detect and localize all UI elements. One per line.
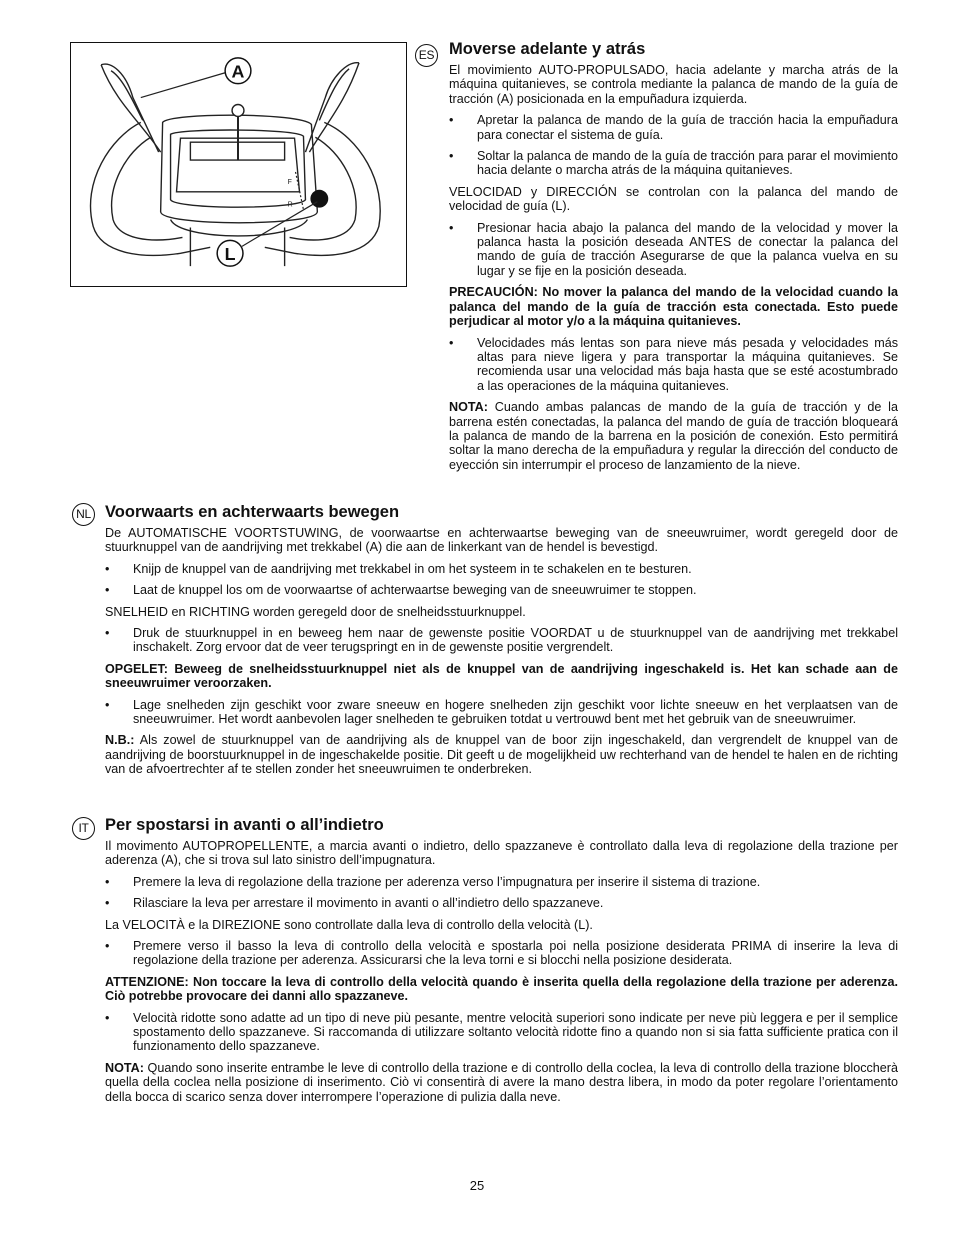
list-item: • Premere verso il basso la leva di controllo della velocità e spostarla poi nella posizione desiderata PRIMA di inserire la leva di regolazione della trazione per aderenza. Assicurarsi che la leva torni e si blocchi nella posizione desiderata. (105, 939, 898, 968)
list-item: • Apretar la palanca de mando de la guía de tracción hacia la empuñadura para conectar el sistema de guía. (449, 113, 898, 142)
it-bullets-1 (105, 875, 898, 911)
nl-note (105, 733, 898, 776)
note-label: NOTA: (449, 400, 488, 415)
language-badge-nl: NL (72, 503, 95, 526)
es-note (449, 400, 898, 472)
it-speed: La VELOCITÀ e la DIREZIONE sono controllate dalla leva di controllo della velocità (L). (105, 917, 593, 932)
es-bullets-3 (449, 336, 898, 394)
it-bullets-2 (105, 939, 898, 968)
es-caution: PRECAUCIÓN: No mover la palanca del mando de la velocidad cuando la palanca del mando de la guía de tracción esta conectada. Esto puede perjudicar al motor y/o a la máquina quitanieves. (449, 285, 898, 329)
section-it (105, 816, 898, 1111)
section-title-es: Moverse adelante y atrás (449, 40, 646, 58)
list-item: • Soltar la palanca de mando de la guía de tracción para parar el movimiento hacia delante o marcha atrás de la máquina quitanieves. (449, 149, 898, 178)
note-text: Quando sono inserite entrambe le leve di controllo della trazione e di controllo della coclea, la leva di controllo della trazione bloccherà quella della coclea nella posizione di inserimento. Ciò vi consentirà di avere la mano destra libera, in modo da poter regolare l’orientamento della bocca di scarico senza dover interrompere l’operazione di pulizia dalla neve. (105, 1060, 898, 1104)
list-item: • Druk de stuurknuppel in en beweeg hem naar de gewenste positie VOORDAT u de stuurknuppel van de aandrijving met trekkabel inschakelt. Zorg ervoor dat de veer terugspringt en in de gewenste positie vergrendelt. (105, 626, 898, 655)
list-item: • Velocidades más lentas son para nieve más pesada y velocidades más altas para nieve ligera y para transportar la máquina quitanieves. Se recomienda usar una velocidad más baja hasta que se esté acostumbrado a las operaciones de la máquina quitanieves. (449, 336, 898, 394)
callout-label-a: A (231, 61, 245, 82)
note-label: NOTA: (105, 1060, 144, 1075)
list-item: • Premere la leva di regolazione della trazione per aderenza verso l’impugnatura per inserire il sistema di trazione. (105, 875, 898, 889)
nl-bullets-1 (105, 562, 898, 598)
section-nl (105, 503, 898, 784)
page-number: 25 (469, 1178, 485, 1193)
callout-label-l: L (224, 244, 236, 265)
nl-intro: De AUTOMATISCHE VOORTSTUWING, de voorwaartse en achterwaartse beweging van de sneeuwruimer, wordt geregeld door de stuurknuppel van de aandrijving met trekkabel (A) die aan de linkerkant van de hendel is bevestigd. (105, 526, 898, 555)
it-intro: Il movimento AUTOPROPELLENTE, a marcia avanti o indietro, dello spazzaneve è controllato dalla leva di regolazione della trazione per aderenza (A), che si trova sul lato sinistro dell’impugnatura. (105, 839, 898, 868)
es-speed: VELOCIDAD y DIRECCIÓN se controlan con la palanca del mando de velocidad de guía (L). (449, 184, 898, 214)
es-intro: El movimiento AUTO-PROPULSADO, hacia adelante y marcha atrás de la máquina quitanieves, se controla mediante la palanca de mando de la guía de tracción (A) posicionada en la empuñadura izquierda. (449, 63, 898, 106)
note-text: Cuando ambas palancas de mando de la guía de tracción y de la barrena estén conectadas, la palanca del mando de guía de tracción bloqueará la palanca de mando de la barrena en la posición de conexión. Esto permitirá soltar la mano derecha de la empuñadura y regular la dirección del conducto de eyección sin interrumpir el proceso de lanzamiento de la nieve. (449, 400, 898, 472)
nl-caution: OPGELET: Beweeg de snelheidsstuurknuppel niet als de knuppel van de aandrijving ingeschakeld is. Het kan schade aan de sneeuwruimer veroorzaken. (105, 661, 898, 691)
note-label: N.B.: (105, 733, 135, 748)
nl-speed: SNELHEID en RICHTING worden geregeld door de snelheidsstuurknuppel. (105, 604, 526, 619)
list-item: • Laat de knuppel los om de voorwaartse of achterwaartse beweging van de sneeuwruimer te stoppen. (105, 583, 898, 597)
language-badge-it: IT (72, 817, 95, 840)
nl-bullets-2 (105, 626, 898, 655)
list-item: • Knijp de knuppel van de aandrijving met trekkabel in om het systeem in te schakelen en te besturen. (105, 562, 898, 576)
list-item: • Presionar hacia abajo la palanca del mando de la velocidad y mover la palanca hasta la posición deseada ANTES de conectar la palanca del mando de guía de tracción Asegurarse de que la palanca vuelva en su lugar y se fije en la posición deseada. (449, 221, 898, 279)
list-item: • Lage snelheden zijn geschikt voor zware sneeuw en hogere snelheden zijn geschikt voor lichte sneeuw en het verplaatsen van de sneeuwruimer. Het wordt aanbevolen lager snelheden te gebruiken totdat u vertrouwd bent met het gebruik van de sneeuwruimer. (105, 698, 898, 727)
es-bullets-1 (449, 113, 898, 178)
note-text: Als zowel de stuurknuppel van de aandrijving als de knuppel van de boor zijn ingeschakeld, dan vergrendelt de knuppel van de aandrijving de boorstuurknuppel in de ingeschakelde positie. Dit geeft u de mogelijkheid uw rechterhand van de hendel te halen en de richting van de afvoertrechter af te stellen zonder het sneeuwruimen te onderbreken. (105, 733, 898, 777)
nl-bullets-3 (105, 698, 898, 727)
svg-text:R: R (287, 201, 293, 209)
es-bullets-2 (449, 221, 898, 279)
it-bullets-3 (105, 1011, 898, 1054)
it-note (105, 1061, 898, 1104)
list-item: • Rilasciare la leva per arrestare il movimento in avanti o all’indietro dello spazzaneve. (105, 896, 898, 910)
language-badge-es: ES (415, 44, 438, 67)
list-item: • Velocità ridotte sono adatte ad un tipo di neve più pesante, mentre velocità superiori sono indicate per neve più leggera e per il semplice spostamento dello spazzaneve. Si raccomanda di utilizzare soltanto velocità ridotte fino a quando non si sia fatta sufficiente pratica con il funzionamento dello spazzaneve. (105, 1011, 898, 1054)
it-caution: ATTENZIONE: Non toccare la leva di controllo della velocità quando è inserita quella della regolazione della trazione per aderenza. Ciò potrebbe provocare dei danni allo spazzaneve. (105, 974, 898, 1004)
section-title-it: Per spostarsi in avanti o all’indietro (105, 816, 384, 834)
section-es (449, 40, 898, 479)
control-panel-illustration (70, 42, 407, 287)
section-title-nl: Voorwaarts en achterwaarts bewegen (105, 503, 400, 521)
svg-text:F: F (287, 178, 292, 186)
